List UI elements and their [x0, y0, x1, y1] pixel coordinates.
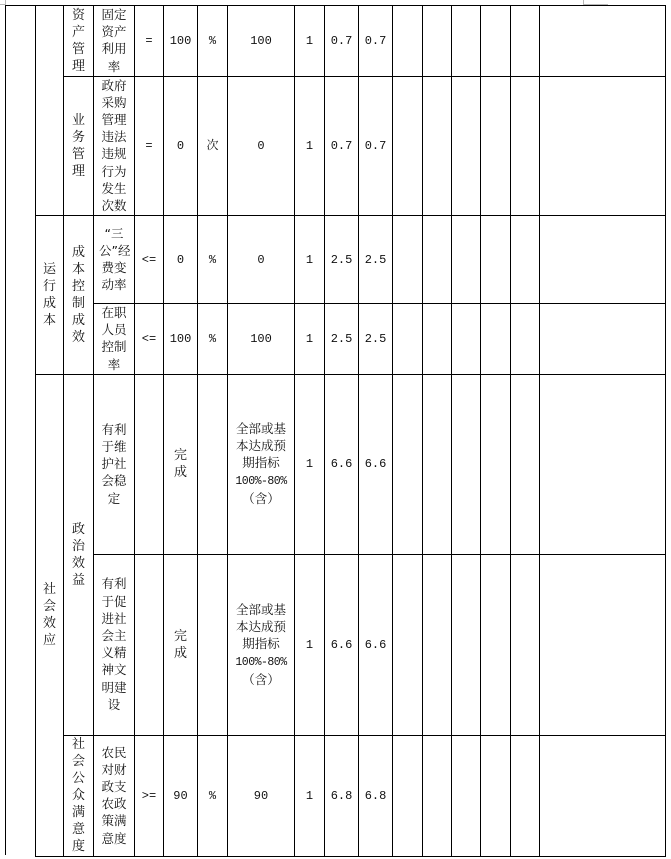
weight-cell: 1 — [295, 216, 325, 304]
table-row — [36, 76, 666, 215]
unit-cell — [198, 554, 228, 735]
unit-cell — [198, 374, 228, 554]
empty-cell — [393, 304, 423, 375]
actual-cell — [228, 554, 295, 735]
empty-cell — [393, 6, 423, 77]
empty-cell — [393, 76, 423, 215]
actual-note: （含） — [242, 491, 280, 507]
empty-cell — [423, 216, 452, 304]
empty-cell — [423, 374, 452, 554]
actual-text: 全部或基本达成预期指标 — [235, 421, 286, 471]
target-cell: 100 — [164, 304, 198, 375]
operator-cell — [135, 554, 164, 735]
actual-cell: 100 — [228, 304, 295, 375]
empty-cell — [393, 216, 423, 304]
table-row — [36, 554, 666, 735]
level2-cell: 成本控制成效 — [64, 216, 94, 375]
score-b-cell: 6.8 — [359, 735, 393, 856]
level2-cell: 社会公众满意度 — [64, 735, 94, 856]
unit-cell: % — [198, 216, 228, 304]
unit-cell: % — [198, 735, 228, 856]
empty-cell — [481, 735, 511, 856]
empty-cell — [452, 6, 481, 77]
weight-cell: 1 — [295, 735, 325, 856]
level1-cell: 运行成本 — [36, 216, 64, 375]
empty-cell — [511, 216, 540, 304]
unit-cell: % — [198, 304, 228, 375]
score-a-cell: 6.8 — [325, 735, 359, 856]
remarks-cell — [540, 304, 666, 375]
empty-cell — [481, 304, 511, 375]
empty-cell — [511, 6, 540, 77]
empty-cell — [423, 554, 452, 735]
operator-cell — [135, 374, 164, 554]
level2-cell: 政治效益 — [64, 374, 94, 735]
target-cell: 完成 — [164, 554, 198, 735]
empty-cell — [452, 76, 481, 215]
empty-cell — [511, 735, 540, 856]
indicator-cell: “三公”经费变动率 — [94, 216, 135, 304]
score-b-cell: 6.6 — [359, 374, 393, 554]
actual-cell: 0 — [228, 76, 295, 215]
actual-cell — [228, 374, 295, 554]
empty-cell — [423, 76, 452, 215]
empty-cell — [452, 374, 481, 554]
empty-cell — [452, 216, 481, 304]
score-b-cell: 6.6 — [359, 554, 393, 735]
indicator-cell: 有利于维护社会稳定 — [94, 374, 135, 554]
operator-cell: = — [135, 76, 164, 215]
remarks-cell — [540, 76, 666, 215]
weight-cell: 1 — [295, 304, 325, 375]
unit-cell: 次 — [198, 76, 228, 215]
table-row — [36, 6, 666, 77]
weight-cell: 1 — [295, 374, 325, 554]
weight-cell: 1 — [295, 554, 325, 735]
operator-cell: = — [135, 6, 164, 77]
remarks-cell — [540, 554, 666, 735]
actual-cell: 90 — [228, 735, 295, 856]
empty-cell — [423, 304, 452, 375]
empty-cell — [511, 76, 540, 215]
actual-note: （含） — [242, 671, 280, 687]
actual-cell: 100 — [228, 6, 295, 77]
outer-category-column-border — [5, 5, 6, 855]
table-row — [36, 216, 666, 304]
empty-cell — [452, 735, 481, 856]
remarks-cell — [540, 216, 666, 304]
actual-range: 100%-80% — [235, 655, 287, 669]
empty-cell — [481, 374, 511, 554]
table-row — [36, 304, 666, 375]
target-cell: 100 — [164, 6, 198, 77]
empty-cell — [481, 6, 511, 77]
operator-cell: <= — [135, 304, 164, 375]
indicator-cell: 固定资产利用率 — [94, 6, 135, 77]
empty-cell — [481, 554, 511, 735]
level2-cell: 资产管理 — [64, 6, 94, 77]
table-row — [36, 735, 666, 856]
empty-cell — [481, 216, 511, 304]
target-cell: 90 — [164, 735, 198, 856]
indicator-cell: 农民对财政支农政策满意度 — [94, 735, 135, 856]
actual-cell: 0 — [228, 216, 295, 304]
empty-cell — [452, 304, 481, 375]
score-a-cell: 0.7 — [325, 76, 359, 215]
outer-category-column-top-border — [5, 5, 36, 6]
operator-cell: >= — [135, 735, 164, 856]
empty-cell — [511, 304, 540, 375]
target-cell: 完成 — [164, 374, 198, 554]
score-a-cell: 6.6 — [325, 554, 359, 735]
empty-cell — [511, 374, 540, 554]
empty-cell — [423, 735, 452, 856]
actual-range: 100%-80% — [235, 475, 287, 489]
level2-cell: 业务管理 — [64, 76, 94, 215]
indicator-cell: 有利于促进社会主义精神文明建设 — [94, 554, 135, 735]
score-b-cell: 2.5 — [359, 304, 393, 375]
score-a-cell: 2.5 — [325, 304, 359, 375]
score-b-cell: 0.7 — [359, 6, 393, 77]
empty-cell — [511, 554, 540, 735]
remarks-cell — [540, 6, 666, 77]
score-a-cell: 2.5 — [325, 216, 359, 304]
remarks-cell — [540, 735, 666, 856]
level1-cell: 社会效应 — [36, 374, 64, 856]
empty-cell — [452, 554, 481, 735]
target-cell: 0 — [164, 216, 198, 304]
empty-cell — [481, 76, 511, 215]
actual-text: 全部或基本达成预期指标 — [235, 601, 286, 651]
indicator-cell: 政府采购管理违法违规行为发生次数 — [94, 76, 135, 215]
score-b-cell: 0.7 — [359, 76, 393, 215]
level1-cell-blank — [36, 6, 64, 216]
table-row — [36, 374, 666, 554]
empty-cell — [393, 554, 423, 735]
score-a-cell: 6.6 — [325, 374, 359, 554]
empty-cell — [423, 6, 452, 77]
empty-cell — [393, 374, 423, 554]
operator-cell: <= — [135, 216, 164, 304]
target-cell: 0 — [164, 76, 198, 215]
remarks-cell — [540, 374, 666, 554]
weight-cell: 1 — [295, 6, 325, 77]
unit-cell: % — [198, 6, 228, 77]
performance-indicator-table — [35, 5, 666, 857]
empty-cell — [393, 735, 423, 856]
weight-cell: 1 — [295, 76, 325, 215]
score-a-cell: 0.7 — [325, 6, 359, 77]
indicator-cell: 在职人员控制率 — [94, 304, 135, 375]
score-b-cell: 2.5 — [359, 216, 393, 304]
